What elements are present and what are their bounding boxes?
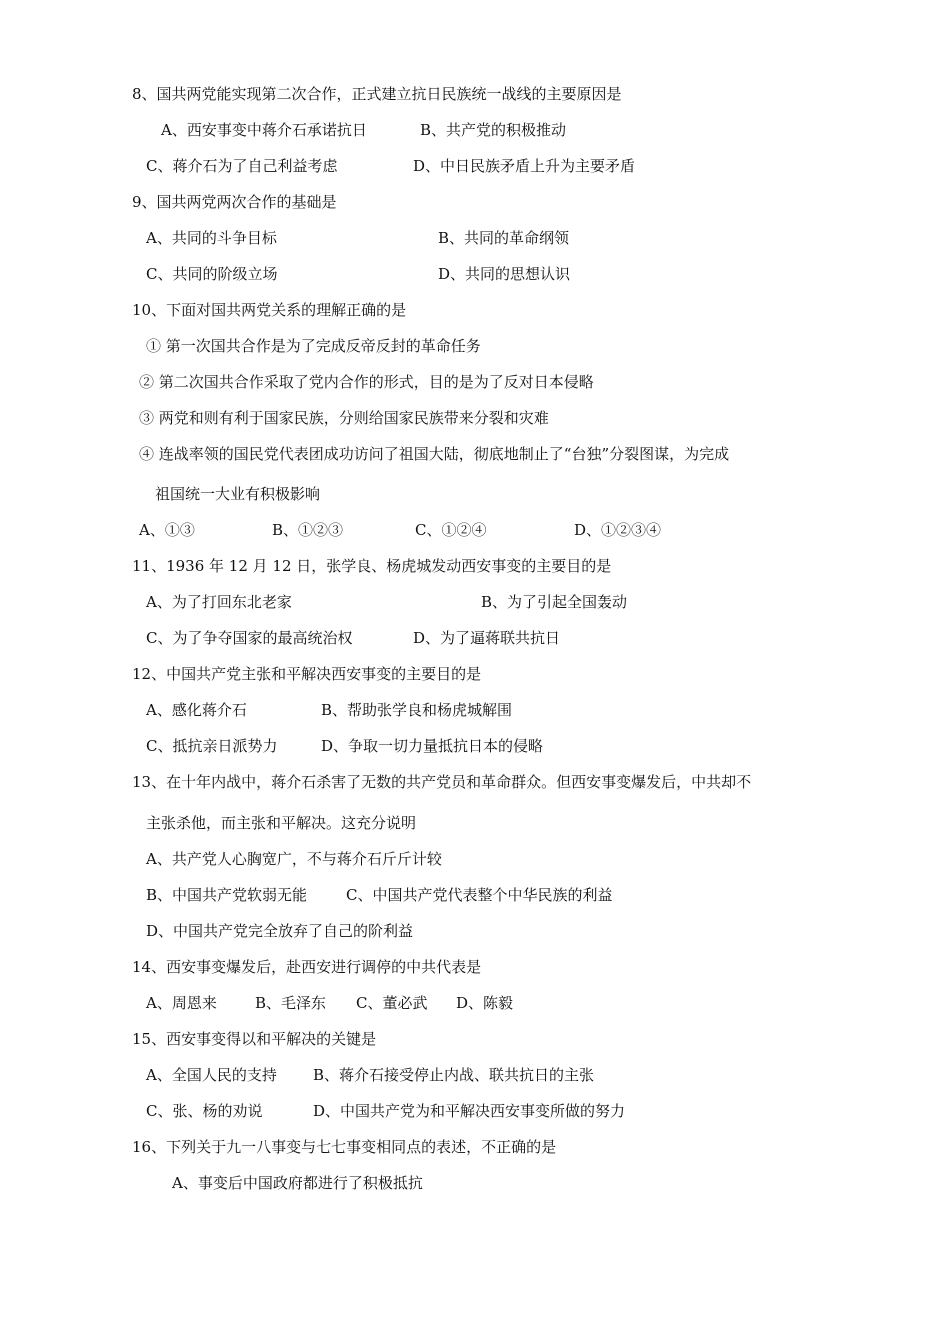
question-13-option-b: B、中国共产党软弱无能 <box>146 886 308 904</box>
question-8-option-d: D、中日民族矛盾上升为主要矛盾 <box>413 157 636 175</box>
question-12-option-a: A、感化蒋介石 <box>146 701 247 719</box>
question-14-stem: 14、西安事变爆发后，赴西安进行调停的中共代表是 <box>132 958 482 976</box>
question-15-option-d: D、中国共产党为和平解决西安事变所做的努力 <box>313 1102 626 1120</box>
question-11-option-c: C、为了争夺国家的最高统治权 <box>146 629 353 647</box>
question-15-option-b: B、蒋介石接受停止内战、联共抗日的主张 <box>313 1066 595 1084</box>
question-10-item-2: ② 第二次国共合作采取了党内合作的形式，目的是为了反对日本侵略 <box>139 373 594 391</box>
question-15-option-a: A、全国人民的支持 <box>146 1066 277 1084</box>
question-12-option-b: B、帮助张学良和杨虎城解围 <box>321 701 513 719</box>
question-12-stem: 12、中国共产党主张和平解决西安事变的主要目的是 <box>132 665 482 683</box>
question-8-option-b: B、共产党的积极推动 <box>420 121 567 139</box>
question-14-option-c: C、董必武 <box>356 994 428 1012</box>
question-10-item-4-cont: 祖国统一大业有积极影响 <box>155 485 321 503</box>
question-16-option-a: A、事变后中国政府都进行了积极抵抗 <box>172 1174 423 1192</box>
question-10-option-b: B、①②③ <box>272 521 344 539</box>
question-14-option-a: A、周恩来 <box>146 994 217 1012</box>
question-13-option-a: A、共产党人心胸宽广，不与蒋介石斤斤计较 <box>146 850 442 868</box>
question-13-stem: 13、在十年内战中，蒋介石杀害了无数的共产党员和革命群众。但西安事变爆发后，中共却不 <box>132 773 752 791</box>
question-10-stem: 10、下面对国共两党关系的理解正确的是 <box>132 301 407 319</box>
question-12-option-d: D、争取一切力量抵抗日本的侵略 <box>321 737 544 755</box>
question-15-option-c: C、张、杨的劝说 <box>146 1102 263 1120</box>
question-9-option-b: B、共同的革命纲领 <box>438 229 570 247</box>
question-10-item-1: ① 第一次国共合作是为了完成反帝反封的革命任务 <box>146 337 481 355</box>
question-10-item-3: ③ 两党和则有利于国家民族，分则给国家民族带来分裂和灾难 <box>139 409 549 427</box>
question-14-option-d: D、陈毅 <box>456 994 514 1012</box>
question-16-stem: 16、下列关于九一八事变与七七事变相同点的表述，不正确的是 <box>132 1138 557 1156</box>
question-13-option-d: D、中国共产党完全放弃了自己的阶利益 <box>146 922 414 940</box>
question-11-option-a: A、为了打回东北老家 <box>146 593 292 611</box>
question-10-option-a: A、①③ <box>139 521 195 539</box>
question-8-option-c: C、蒋介石为了自己利益考虑 <box>146 157 338 175</box>
question-10-option-d: D、①②③④ <box>574 521 662 539</box>
question-8-stem: 8、国共两党能实现第二次合作，正式建立抗日民族统一战线的主要原因是 <box>132 85 622 103</box>
question-10-item-4: ④ 连战率领的国民党代表团成功访问了祖国大陆，彻底地制止了“台独”分裂图谋，为完成 <box>139 445 730 463</box>
question-15-stem: 15、西安事变得以和平解决的关键是 <box>132 1030 377 1048</box>
question-11-stem: 11、1936 年 12 月 12 日，张学良、杨虎城发动西安事变的主要目的是 <box>132 557 612 575</box>
question-12-option-c: C、抵抗亲日派势力 <box>146 737 278 755</box>
question-11-option-b: B、为了引起全国轰动 <box>481 593 628 611</box>
question-11-option-d: D、为了逼蒋联共抗日 <box>413 629 561 647</box>
question-14-option-b: B、毛泽东 <box>255 994 327 1012</box>
question-13-stem-cont: 主张杀他，而主张和平解决。这充分说明 <box>146 814 417 832</box>
question-8-option-a: A、西安事变中蒋介石承诺抗日 <box>161 121 367 139</box>
question-9-option-d: D、共同的思想认识 <box>438 265 571 283</box>
question-10-option-c: C、①②④ <box>415 521 487 539</box>
question-9-stem: 9、国共两党两次合作的基础是 <box>132 193 337 211</box>
question-9-option-c: C、共同的阶级立场 <box>146 265 278 283</box>
question-13-option-c: C、中国共产党代表整个中华民族的利益 <box>346 886 613 904</box>
question-9-option-a: A、共同的斗争目标 <box>146 229 277 247</box>
